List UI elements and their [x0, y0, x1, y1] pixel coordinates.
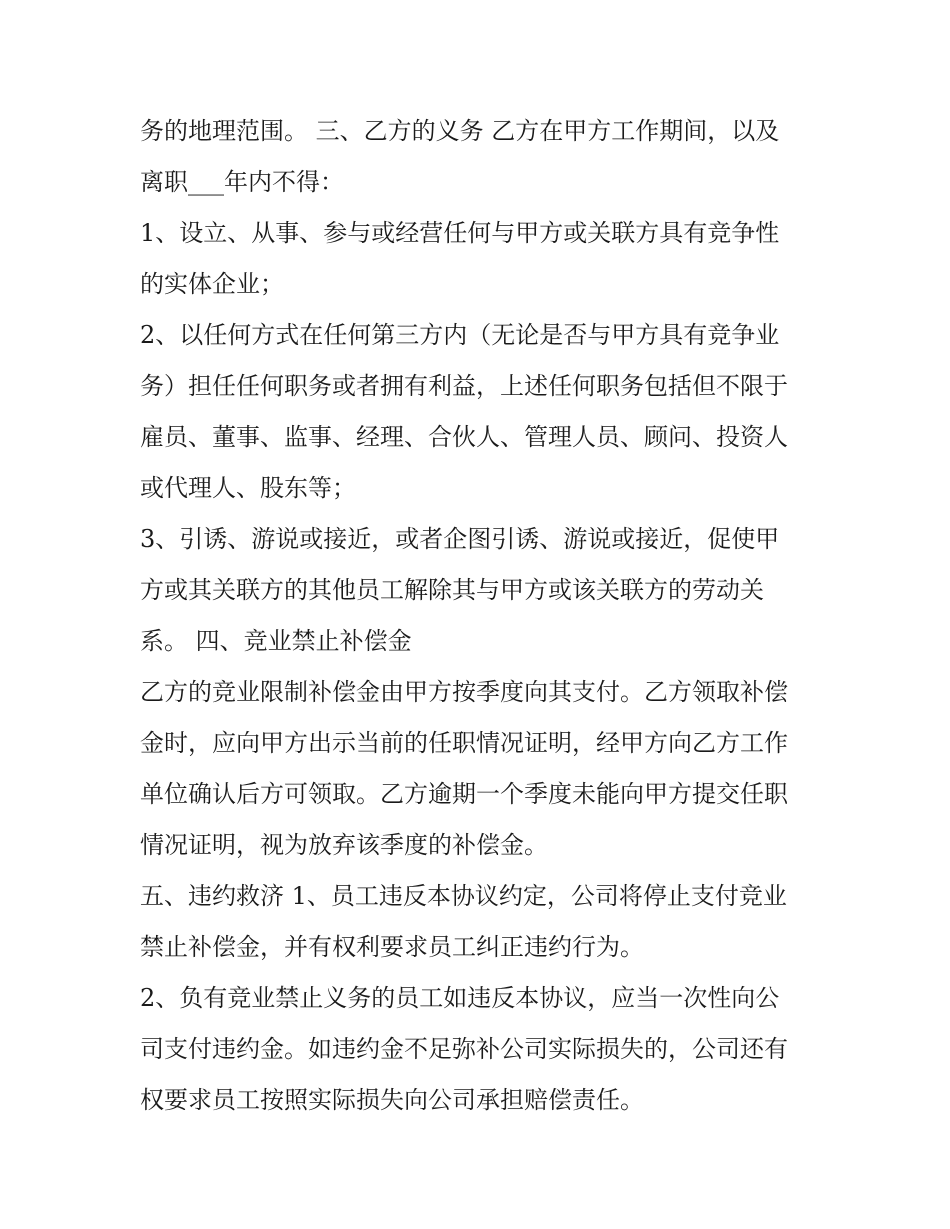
document-body	[140, 106, 820, 1126]
text-line: 权要求员工按照实际损失向公司承担赔偿责任。	[140, 1086, 644, 1114]
text-line: 系。 四、竞业禁止补偿金	[140, 627, 412, 655]
text-line: 离职___年内不得：	[140, 168, 344, 196]
text-line: 2、以任何方式在任何第三方内（无论是否与甲方具有竞争业	[140, 321, 780, 349]
text-line: 情况证明，视为放弃该季度的补偿金。	[140, 831, 548, 859]
text-line: 单位确认后方可领取。乙方逾期一个季度未能向甲方提交任职	[140, 780, 788, 808]
text-line: 禁止补偿金，并有权利要求员工纠正违约行为。	[140, 933, 644, 961]
text-line: 司支付违约金。如违约金不足弥补公司实际损失的，公司还有	[140, 1035, 788, 1063]
text-line: 1、设立、从事、参与或经营任何与甲方或关联方具有竞争性	[140, 219, 780, 247]
text-line: 或代理人、股东等；	[140, 474, 356, 502]
text-line: 五、违约救济 1、员工违反本协议约定，公司将停止支付竞业	[140, 882, 787, 910]
text-line: 3、引诱、游说或接近，或者企图引诱、游说或接近，促使甲	[140, 525, 780, 553]
text-line: 雇员、董事、监事、经理、合伙人、管理人员、顾问、投资人	[140, 423, 788, 451]
text-line: 务）担任任何职务或者拥有利益，上述任何职务包括但不限于	[140, 372, 788, 400]
text-line: 乙方的竞业限制补偿金由甲方按季度向其支付。乙方领取补偿	[140, 678, 788, 706]
text-line: 的实体企业；	[140, 270, 284, 298]
text-line: 2、负有竞业禁止义务的员工如违反本协议，应当一次性向公	[140, 984, 780, 1012]
text-line: 方或其关联方的其他员工解除其与甲方或该关联方的劳动关	[140, 576, 764, 604]
text-line: 务的地理范围。 三、乙方的义务 乙方在甲方工作期间，以及	[140, 117, 780, 145]
text-line: 金时，应向甲方出示当前的任职情况证明，经甲方向乙方工作	[140, 729, 788, 757]
